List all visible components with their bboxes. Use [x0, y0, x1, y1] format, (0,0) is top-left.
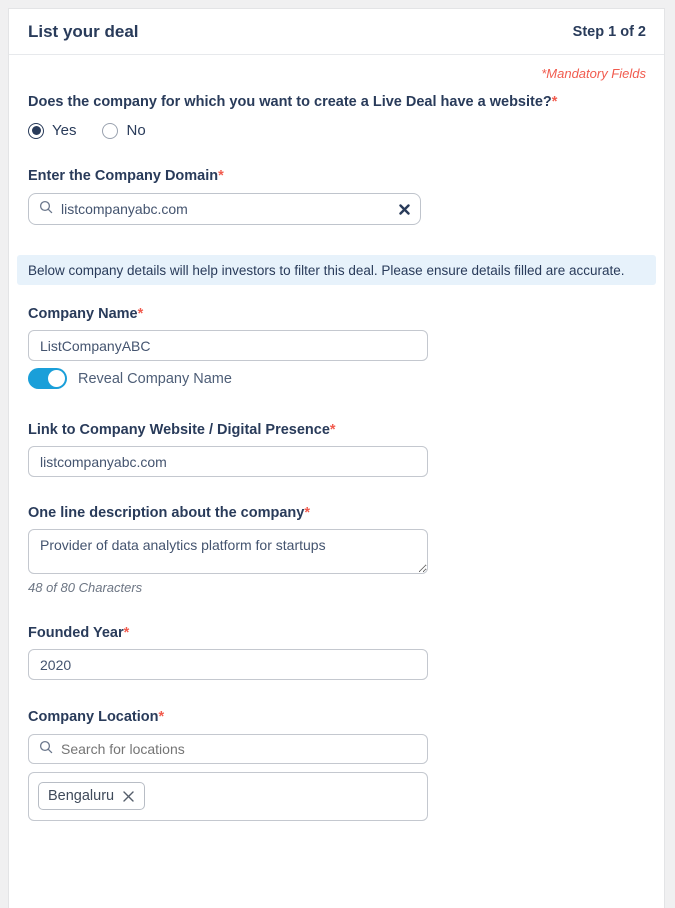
founded-year-input[interactable] — [28, 649, 428, 680]
step-indicator: Step 1 of 2 — [572, 24, 646, 40]
required-asterisk: * — [304, 505, 310, 521]
required-asterisk: * — [158, 709, 165, 725]
toggle-reveal-label: Reveal Company Name — [78, 370, 232, 387]
page-title: List your deal — [28, 22, 139, 41]
required-asterisk: * — [329, 422, 336, 438]
list-deal-card — [8, 8, 665, 908]
founded-year-label: Founded Year* — [28, 625, 130, 641]
required-asterisk: * — [551, 94, 558, 110]
selected-locations-container — [28, 772, 428, 821]
location-chip-label: Bengaluru — [48, 788, 115, 804]
reveal-company-row — [28, 368, 664, 389]
radio-option-yes[interactable] — [28, 122, 76, 139]
description-label: One line description about the company* — [28, 505, 310, 521]
search-icon — [39, 740, 53, 759]
description-textarea[interactable] — [28, 529, 428, 574]
location-label: Company Location* — [28, 709, 165, 725]
toggle-reveal-company-name[interactable] — [28, 368, 67, 389]
form-content — [9, 94, 664, 821]
website-link-input[interactable] — [28, 446, 428, 477]
domain-input[interactable] — [61, 201, 399, 217]
radio-no-label[interactable]: No — [126, 122, 146, 139]
info-banner: Below company details will help investors to filter this deal. Please ensure details filled are accurate. — [17, 255, 656, 285]
clear-icon[interactable] — [399, 204, 410, 215]
radio-yes-icon[interactable] — [28, 123, 44, 139]
char-counter: 48 of 80 Characters — [28, 580, 143, 595]
required-asterisk: * — [123, 625, 130, 641]
toggle-knob — [48, 370, 65, 387]
card-header — [9, 9, 664, 55]
search-icon — [39, 200, 53, 219]
website-link-label: Link to Company Website / Digital Presence* — [28, 422, 336, 438]
required-asterisk: * — [137, 306, 144, 322]
required-asterisk: * — [218, 168, 224, 184]
chip-remove-icon[interactable] — [122, 790, 135, 803]
website-question-label: Does the company for which you want to create a Live Deal have a website?* — [28, 94, 558, 110]
mandatory-fields-note: *Mandatory Fields — [541, 66, 646, 81]
radio-no-icon[interactable] — [102, 123, 118, 139]
company-name-label: Company Name* — [28, 306, 144, 322]
domain-label: Enter the Company Domain* — [28, 168, 224, 184]
website-radio-group — [28, 122, 664, 139]
location-chip — [38, 782, 145, 810]
radio-option-no[interactable] — [102, 122, 145, 139]
location-search-box — [28, 734, 428, 764]
domain-search-box — [28, 193, 421, 225]
company-name-input[interactable] — [28, 330, 428, 361]
location-search-input[interactable] — [61, 741, 417, 757]
radio-yes-label[interactable]: Yes — [52, 122, 77, 139]
